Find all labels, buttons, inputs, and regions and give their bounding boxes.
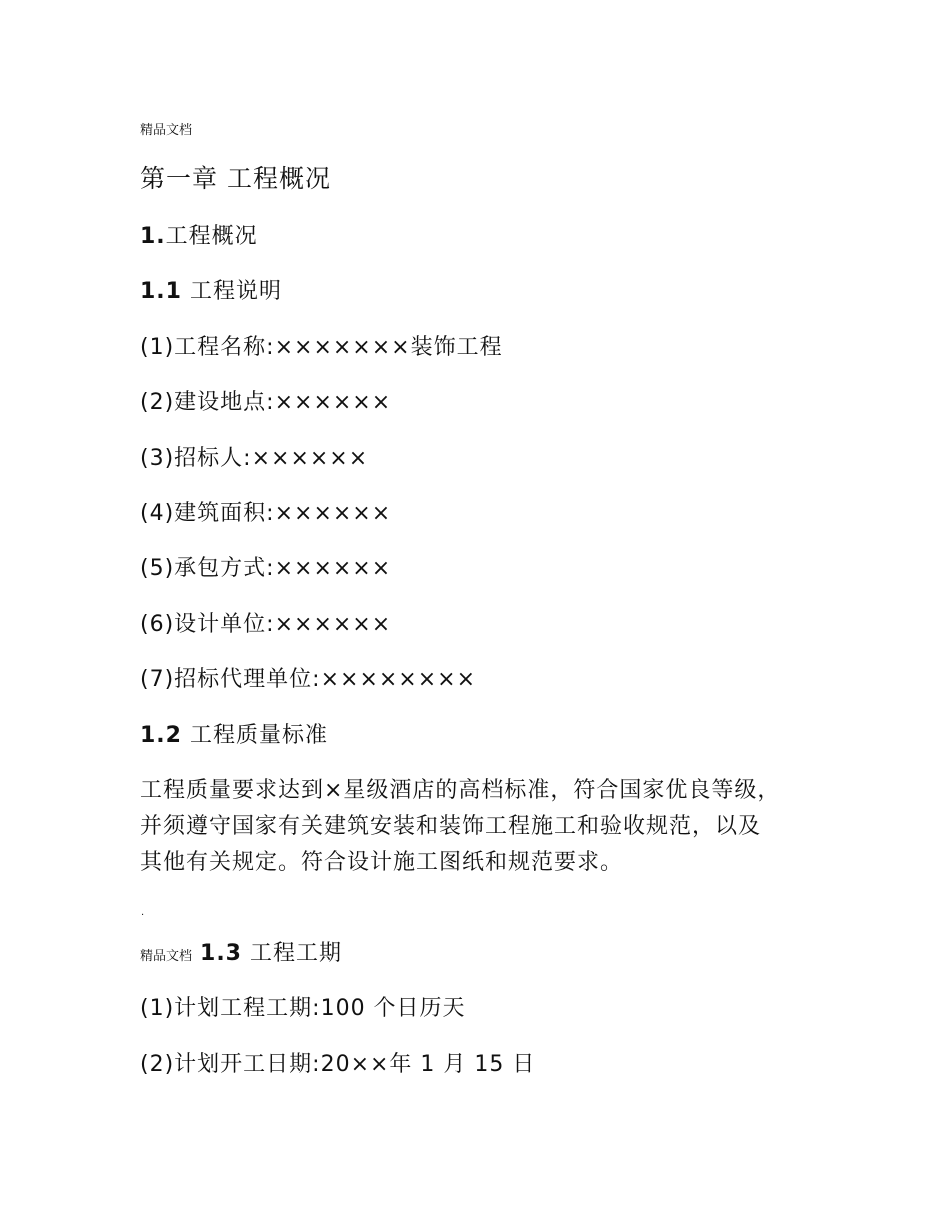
- section-1-1-number: 1.1: [140, 279, 182, 304]
- quality-paragraph-line: 其他有关规定。符合设计施工图纸和规范要求。: [140, 850, 624, 875]
- section-1-3-heading: [140, 939, 342, 972]
- building-area-item: (4)建筑面积:××××××: [140, 501, 392, 526]
- quality-paragraph-line: 并须遵守国家有关建筑安装和装饰工程施工和验收规范，以及: [140, 814, 762, 839]
- contract-method-item: (5)承包方式:××××××: [140, 556, 392, 581]
- section-1-1-heading: [140, 277, 282, 307]
- section-1-3-title: 工程工期: [242, 941, 342, 966]
- project-name-item: (1)工程名称:×××××××装饰工程: [140, 335, 503, 360]
- quality-paragraph: [140, 773, 830, 881]
- section-1-title: 工程概况: [165, 224, 258, 249]
- agency-unit-item: (7)招标代理单位:××××××××: [140, 667, 477, 692]
- build-location-item: (2)建设地点:××××××: [140, 390, 392, 415]
- section-1-3-number: 1.3: [200, 941, 242, 966]
- section-1-2-title: 工程质量标准: [181, 723, 328, 748]
- design-unit-item: (6)设计单位:××××××: [140, 612, 392, 637]
- quality-paragraph-line: 工程质量要求达到×星级酒店的高档标准，符合国家优良等级，: [140, 778, 781, 803]
- section-1-2-number: 1.2: [140, 723, 182, 748]
- section-1-number: 1.: [140, 224, 166, 249]
- section-1-1-title: 工程说明: [181, 279, 282, 304]
- chapter-title: 第一章 工程概况: [140, 164, 331, 193]
- page-break-watermark: 精品文档: [140, 949, 193, 964]
- page-break-dot: .: [141, 907, 145, 918]
- planned-duration-item: (1)计划工程工期:100 个日历天: [140, 996, 466, 1021]
- header-watermark: 精品文档: [140, 123, 193, 138]
- section-1-2-heading: [140, 721, 328, 751]
- tenderer-item: (3)招标人:××××××: [140, 446, 369, 471]
- planned-start-date-item: (2)计划开工日期:20××年 1 月 15 日: [140, 1052, 536, 1077]
- section-1-heading: [140, 222, 258, 252]
